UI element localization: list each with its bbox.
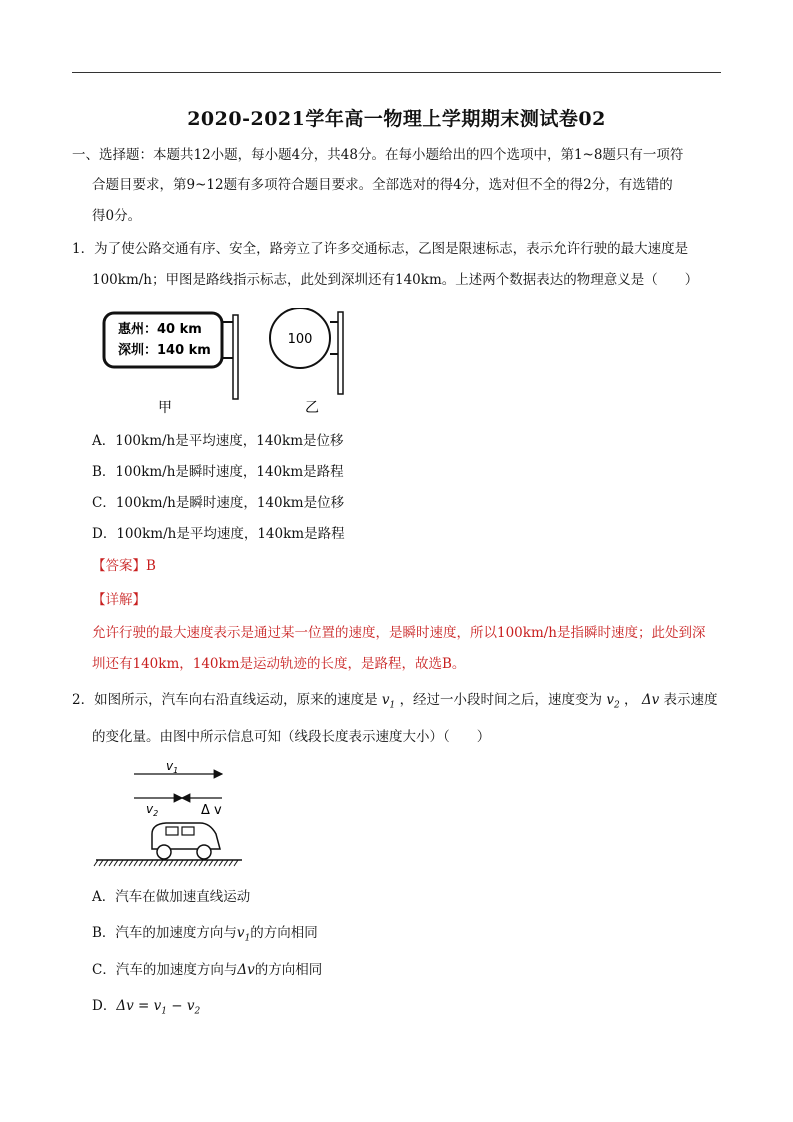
q2-stem-part-a: 2．如图所示，汽车向右沿直线运动，原来的速度是 [72, 692, 378, 708]
q2-dv-symbol: Δv [641, 692, 660, 708]
route-sign-row1: 惠州：40 km [118, 322, 202, 337]
q2-v1-symbol: $v_1$ [381, 692, 396, 711]
section-line-1: 一、选择题：本题共12小题，每小题4分，共48分。在每小题给出的四个选项中，第1~8题只有一项符 [72, 147, 684, 163]
q2-v2-symbol: $v_2$ [606, 692, 620, 711]
q1-answer: 【答案】B [92, 558, 156, 574]
car-wheel-rear [157, 845, 171, 859]
fig-label-v2: $v_2$ [146, 802, 159, 818]
fig-label-v1: $v_1$ [166, 759, 179, 775]
q2-figure [90, 756, 250, 871]
q1-detail-label: 【详解】 [92, 592, 146, 608]
ground-hatching [94, 860, 238, 866]
q2-option-d: D．$\Delta v = v_1 - v_2$ [92, 998, 201, 1017]
car-wheel-front [197, 845, 211, 859]
q1-stem-line-2: 100km/h；甲图是路线指示标志，此处到深圳还有140km。上述两个数据表达的物理意义是（ ） [92, 272, 699, 288]
q1-option-c: C．100km/h是瞬时速度，140km是位移 [92, 495, 345, 511]
q2-stem-part-b: ，经过一小段时间之后，速度变为 [399, 692, 603, 708]
q2-option-c: C．汽车的加速度方向与Δv的方向相同 [92, 962, 323, 978]
speed-sign-pole [338, 312, 343, 394]
section-line-3: 得0分。 [92, 208, 142, 224]
q1-option-b: B．100km/h是瞬时速度，140km是路程 [92, 464, 344, 480]
q2-stem-part-d: 表示速度 [663, 692, 718, 708]
q1-detail-line-1: 允许行驶的最大速度表示是通过某一位置的速度，是瞬时速度，所以100km/h是指瞬时速度；此处到深 [92, 625, 706, 641]
page-title: 2020-2021学年高一物理上学期期末测试卷02 [187, 108, 606, 130]
route-sign-pole [233, 315, 238, 399]
q2-option-a: A．汽车在做加速直线运动 [92, 889, 251, 905]
q1-detail-line-2: 圳还有140km，140km是运动轨迹的长度，是路程，故选B。 [92, 656, 466, 672]
car-window-rear [182, 827, 194, 835]
speed-limit-value: 100 [287, 332, 313, 347]
section-line-2: 合题目要求，第9~12题有多项符合题目要求。全部选对的得4分，选对但不全的得2分，有选错的 [92, 177, 673, 193]
q1-stem-line-1: 1．为了使公路交通有序、安全，路旁立了许多交通标志，乙图是限速标志，表示允许行驶的最大速度是 [72, 241, 689, 257]
header-rule [72, 72, 721, 73]
q1-option-a: A．100km/h是平均速度，140km是位移 [92, 433, 344, 449]
car-window-front [166, 827, 178, 835]
q1-option-d: D．100km/h是平均速度，140km是路程 [92, 526, 345, 542]
q1-figure [100, 308, 350, 418]
label-yi: 乙 [305, 400, 319, 416]
q2-option-b: B．汽车的加速度方向与$v_1$的方向相同 [92, 925, 318, 944]
q2-stem-part-c: ， [624, 692, 638, 708]
fig-label-dv: Δ v [201, 803, 222, 818]
q2-stem-line-2: 的变化量。由图中所示信息可知（线段长度表示速度大小）（ ） [92, 729, 491, 745]
route-sign-row2: 深圳：140 km [118, 343, 211, 358]
q2-stem-line-1 [72, 691, 718, 715]
label-jia: 甲 [158, 400, 172, 416]
